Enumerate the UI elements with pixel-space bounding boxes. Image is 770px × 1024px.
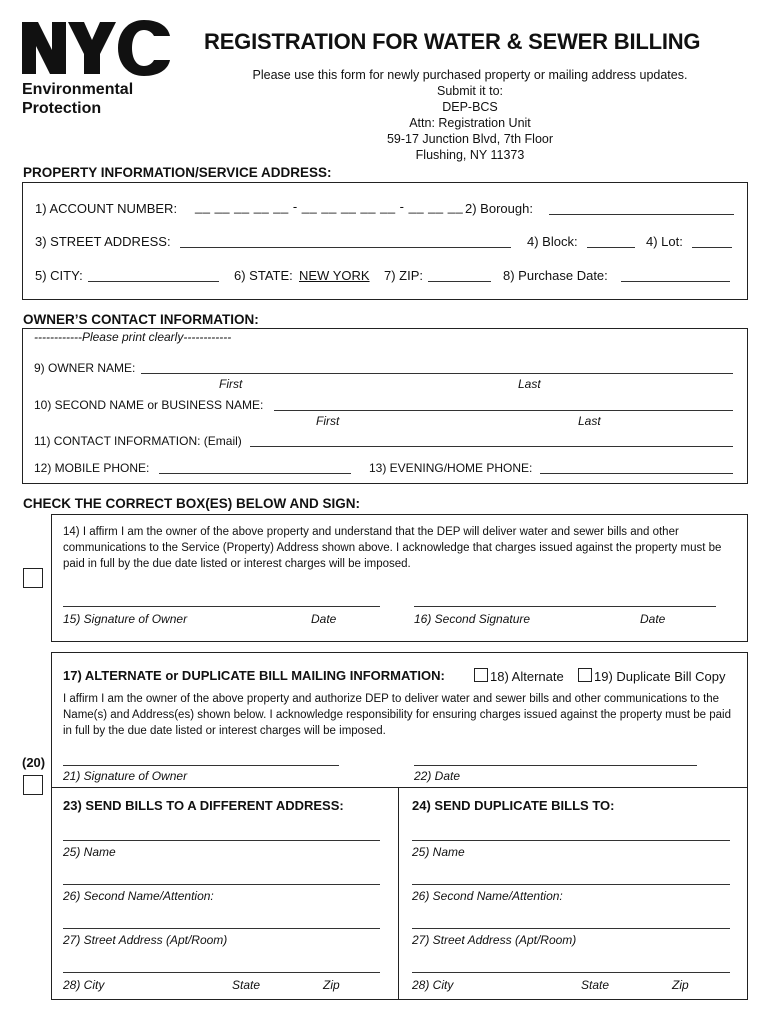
- owner-section-heading: OWNER’S CONTACT INFORMATION:: [23, 312, 259, 327]
- box-20-label: (20): [22, 755, 46, 770]
- intro-line: 59-17 Junction Blvd, 7th Floor: [386, 132, 554, 146]
- second-signature-16-line[interactable]: [414, 606, 716, 607]
- state-label: 6) STATE:: [234, 268, 293, 283]
- left-city-28-line[interactable]: [63, 972, 380, 973]
- org-name: [22, 80, 133, 118]
- left-city-28-caption: 28) City: [63, 978, 105, 992]
- nyc-logo: [20, 20, 172, 76]
- intro-line: Flushing, NY 11373: [415, 148, 525, 162]
- right-street-27-caption: 27) Street Address (Apt/Room): [412, 933, 577, 947]
- org-line-2: Protection: [22, 100, 102, 117]
- evening-phone-field[interactable]: [540, 473, 733, 474]
- intro-line: Please use this form for newly purchased property or mailing address updates.: [252, 68, 688, 82]
- left-name-25-caption: 25) Name: [63, 845, 116, 859]
- right-city-28-line[interactable]: [412, 972, 730, 973]
- option-alternate-18-label: 18) Alternate: [490, 669, 564, 684]
- street-address-field[interactable]: [180, 247, 511, 248]
- checkbox-14[interactable]: [23, 568, 43, 588]
- zip-label: 7) ZIP:: [384, 268, 424, 283]
- second-signature-16-caption: 16) Second Signature: [414, 612, 531, 626]
- print-clearly-note: ------------Please print clearly------------: [34, 330, 232, 344]
- second-name-field[interactable]: [274, 410, 733, 411]
- left-name-25-line[interactable]: [63, 840, 380, 841]
- check-section-heading: CHECK THE CORRECT BOX(ES) BELOW AND SIGN:: [23, 496, 360, 511]
- date-22-line[interactable]: [414, 765, 697, 766]
- checkbox-20[interactable]: [23, 775, 43, 795]
- checkbox-19[interactable]: [578, 668, 592, 682]
- right-name-25-caption: 25) Name: [412, 845, 465, 859]
- alt-dup-heading-17: 17) ALTERNATE or DUPLICATE BILL MAILING INFORMATION:: [63, 668, 445, 683]
- duplicate-bills-heading-24: 24) SEND DUPLICATE BILLS TO:: [412, 798, 615, 813]
- owner-signature-21-caption: 21) Signature of Owner: [63, 769, 188, 783]
- right-state-caption: State: [581, 978, 610, 992]
- second-last-caption: Last: [578, 414, 601, 428]
- owner-name-field[interactable]: [141, 373, 733, 374]
- zip-field[interactable]: [428, 281, 491, 282]
- split-divider-horizontal: [51, 787, 748, 788]
- left-zip-caption: Zip: [323, 978, 340, 992]
- intro-line: Submit it to:: [437, 84, 503, 98]
- owner-last-caption: Last: [518, 377, 541, 391]
- right-city-28-caption: 28) City: [412, 978, 454, 992]
- city-label: 5) CITY:: [35, 268, 83, 283]
- org-line-1: Environmental: [22, 81, 134, 98]
- left-street-27-line[interactable]: [63, 928, 380, 929]
- account-number-label: 1) ACCOUNT NUMBER:: [35, 201, 178, 216]
- property-section-heading: PROPERTY INFORMATION/SERVICE ADDRESS:: [23, 165, 332, 180]
- owner-signature-21-line[interactable]: [63, 765, 339, 766]
- left-second-name-26-line[interactable]: [63, 884, 380, 885]
- right-name-25-line[interactable]: [412, 840, 730, 841]
- block-label: 4) Block:: [527, 234, 578, 249]
- split-divider-vertical: [398, 787, 399, 1000]
- intro-block: [230, 67, 710, 163]
- date-16-caption: Date: [640, 612, 666, 626]
- city-field[interactable]: [88, 281, 219, 282]
- owner-signature-15-caption: 15) Signature of Owner: [63, 612, 188, 626]
- owner-first-caption: First: [219, 377, 243, 391]
- purchase-date-label: 8) Purchase Date:: [503, 268, 608, 283]
- different-address-heading-23: 23) SEND BILLS TO A DIFFERENT ADDRESS:: [63, 798, 344, 813]
- form-title: REGISTRATION FOR WATER & SEWER BILLING: [204, 29, 701, 54]
- affirm-alt-text: I affirm I am the owner of the above property and authorize DEP to deliver water and sewer bills and other communications to the Name(s) and Address(es) shown below. I acknowledge responsibility for ensuring charges issued against the property must be paid in full by the due date listed or interest charges will be imposed.: [63, 693, 731, 737]
- left-street-27-caption: 27) Street Address (Apt/Room): [63, 933, 228, 947]
- lot-label: 4) Lot:: [646, 234, 683, 249]
- second-name-label: 10) SECOND NAME or BUSINESS NAME:: [34, 398, 264, 412]
- option-duplicate-19[interactable]: [578, 668, 726, 684]
- right-street-27-line[interactable]: [412, 928, 730, 929]
- street-address-label: 3) STREET ADDRESS:: [35, 234, 171, 249]
- right-second-name-26-line[interactable]: [412, 884, 730, 885]
- mobile-phone-field[interactable]: [159, 473, 351, 474]
- purchase-date-field[interactable]: [621, 281, 730, 282]
- option-alternate-18[interactable]: [474, 668, 564, 684]
- evening-phone-label: 13) EVENING/HOME PHONE:: [369, 461, 533, 475]
- date-22-caption: 22) Date: [414, 769, 461, 783]
- left-second-name-26-caption: 26) Second Name/Attention:: [63, 889, 214, 903]
- left-state-caption: State: [232, 978, 261, 992]
- lot-field[interactable]: [692, 247, 732, 248]
- owner-name-label: 9) OWNER NAME:: [34, 361, 136, 375]
- checkbox-18[interactable]: [474, 668, 488, 682]
- date-15-caption: Date: [311, 612, 337, 626]
- borough-label: 2) Borough:: [465, 201, 533, 216]
- borough-field[interactable]: [549, 214, 734, 215]
- option-duplicate-19-label: 19) Duplicate Bill Copy: [594, 669, 726, 684]
- account-number-field[interactable]: __ __ __ __ __ - __ __ __ __ __ - __ __ __: [195, 199, 464, 214]
- intro-line: Attn: Registration Unit: [409, 116, 531, 130]
- contact-email-field[interactable]: [250, 446, 733, 447]
- contact-email-label: 11) CONTACT INFORMATION: (Email): [34, 434, 242, 448]
- state-value: NEW YORK: [299, 268, 370, 283]
- mobile-phone-label: 12) MOBILE PHONE:: [34, 461, 150, 475]
- owner-signature-15-line[interactable]: [63, 606, 380, 607]
- affirm-14-text: 14) I affirm I am the owner of the above property and understand that the DEP will deliver water and sewer bills and other communications to the Service (Property) Address shown above. I acknowledge that charges issued against the property must be paid in full by the due date listed or interest charges will be imposed.: [63, 526, 722, 570]
- block-field[interactable]: [587, 247, 635, 248]
- intro-line: DEP-BCS: [442, 100, 498, 114]
- second-first-caption: First: [316, 414, 340, 428]
- right-second-name-26-caption: 26) Second Name/Attention:: [412, 889, 563, 903]
- right-zip-caption: Zip: [672, 978, 689, 992]
